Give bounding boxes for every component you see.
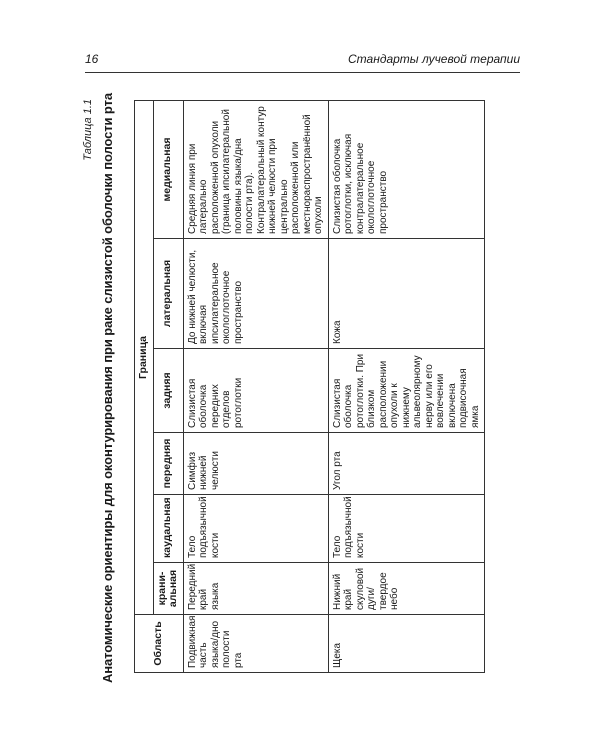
cell-area: Подвижная часть языка/дно полости рта [183, 615, 328, 673]
cell-anterior: Угол рта [328, 433, 485, 495]
page-number: 16 [85, 52, 99, 66]
running-title: Стандарты лучевой терапии [348, 52, 520, 66]
header-row-1 [135, 101, 154, 673]
header-anterior: передняя [153, 433, 183, 495]
rotated-table-block [82, 89, 518, 687]
header-caudal: каудальная [153, 495, 183, 563]
cell-medial: Средняя линия при латерально расположенной опухоли (граница ипсилатеральной половины языка/дна полости рта). Контралатеральный контур нижней челюсти при центрально расположенной или местнораспространённой опухоли [183, 101, 328, 239]
cell-lateral: Кожа [328, 239, 485, 349]
table-title: Анатомические ориентиры для оконтурирования при раке слизистой оболочки полости рта [100, 93, 115, 683]
cell-area: Щека [328, 615, 485, 673]
cell-caudal: Тело подъязычной кости [328, 495, 485, 563]
header-row-2 [153, 101, 183, 673]
cell-posterior: Слизистая оболочка ротоглотки. При близком расположении опухоли к нижнему альвеолярному нерву или его вовлечении включена подвисочная ямка [328, 349, 485, 433]
header-border: Граница [135, 101, 154, 615]
cell-lateral: До нижней челюсти, включая ипсилатеральное окологлоточное пространство [183, 239, 328, 349]
header-area: Область [135, 615, 184, 673]
table-row [328, 101, 485, 673]
cell-cranial: Нижний край скуловой дуги/твердое небо [328, 563, 485, 615]
table-caption: Таблица 1.1 [82, 99, 94, 161]
table-row [183, 101, 328, 673]
header-lateral: латеральная [153, 239, 183, 349]
header-posterior: задняя [153, 349, 183, 433]
cell-anterior: Симфиз нижней челюсти [183, 433, 328, 495]
cell-medial: Слизистая оболочка ротоглотки, исключая контралатеральное окологлоточное пространство [328, 101, 485, 239]
landmarks-table [134, 100, 485, 673]
cell-caudal: Тело подъязычной кости [183, 495, 328, 563]
header-cranial: крани-альная [153, 563, 183, 615]
cell-posterior: Слизистая оболочка передних отделов ротоглотки [183, 349, 328, 433]
header-medial: медиальная [153, 101, 183, 239]
cell-cranial: Передний край языка [183, 563, 328, 615]
